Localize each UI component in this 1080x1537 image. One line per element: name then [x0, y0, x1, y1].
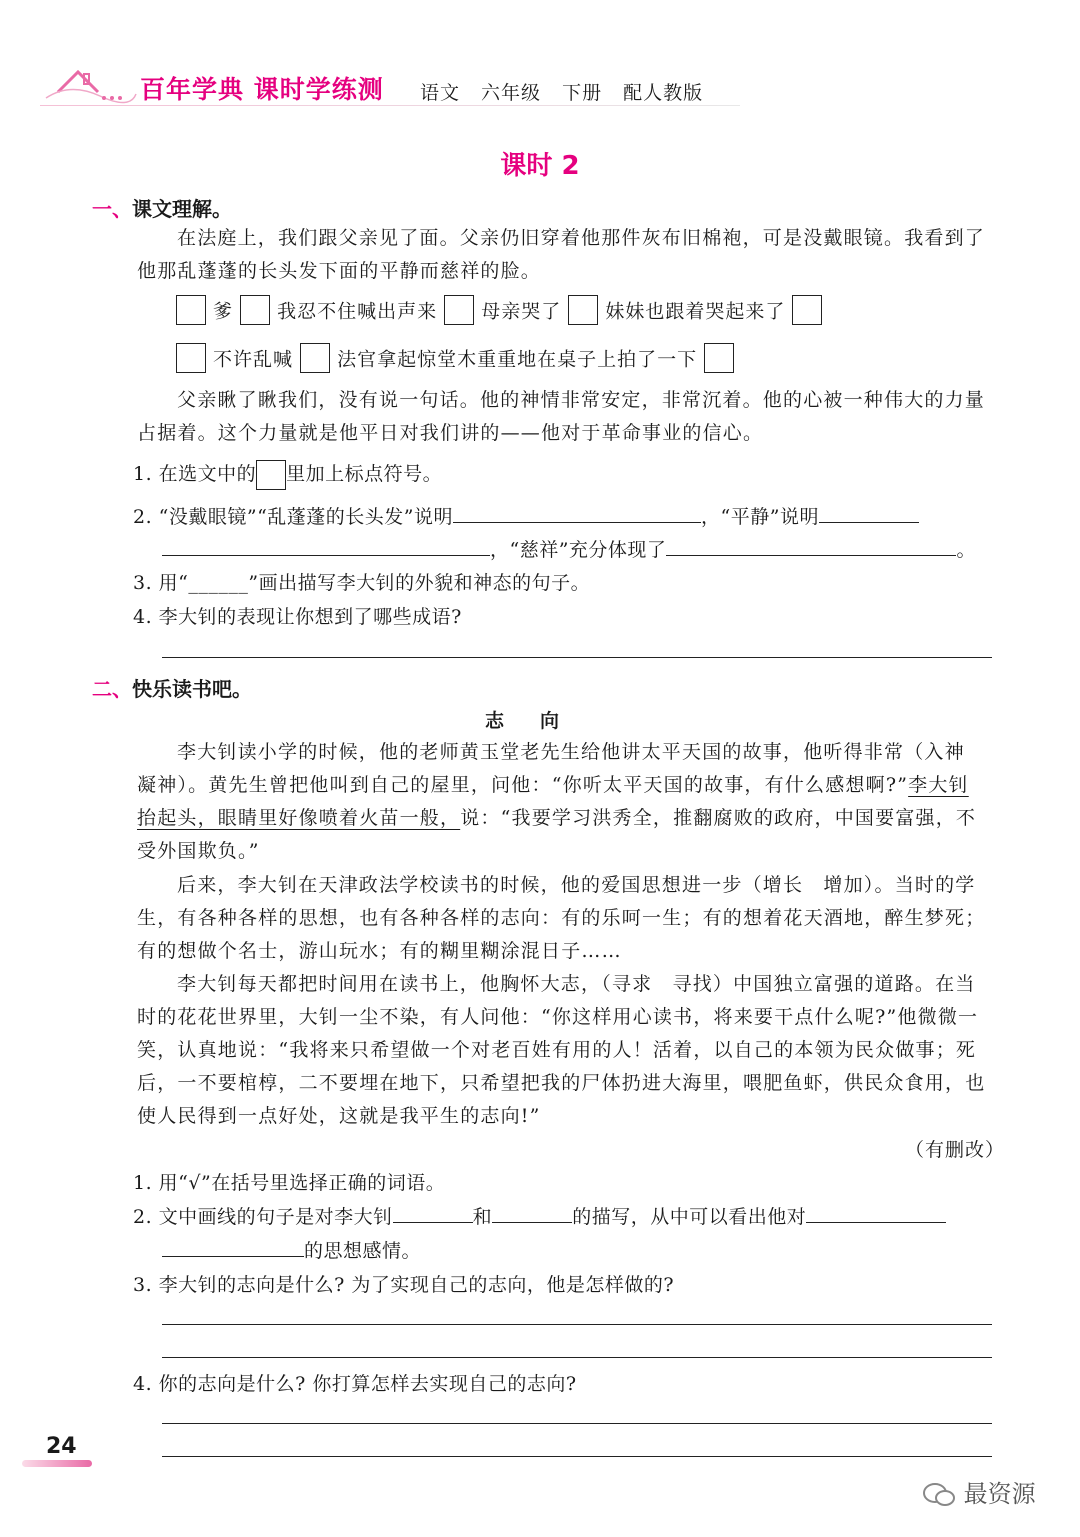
story-p1-line1: 李大钊读小学的时候，他的老师黄玉堂老先生给他讲太平天国的故事，他听得非常（入神: [177, 741, 965, 763]
story-title: 志向: [484, 710, 595, 732]
story-p1-line2: [137, 770, 969, 797]
section1-paragraph1: 在法庭上，我们跟父亲见了面。父亲仍旧穿着他那件灰布旧棉袍，可是没戴眼镜。我看到了他那乱蓬蓬的长头发下面的平静而慈祥的脸。: [137, 227, 986, 282]
story-text: 凝神）。黄先生曾把他叫到自己的屋里，问他：“你听太平天国的故事，有什么感想啊?”: [137, 774, 909, 796]
row-text: 爹: [213, 300, 234, 323]
story-p1-line4: 受外国欺负。”: [137, 840, 260, 862]
q2-text-a: 2. 文中画线的句子是对李大钊: [133, 1206, 393, 1228]
answer-blank[interactable]: [666, 535, 956, 556]
answer-blank[interactable]: [162, 1236, 304, 1257]
answer-blank[interactable]: [806, 1202, 946, 1223]
punctuation-box[interactable]: [300, 343, 330, 373]
section2-question2-line2: [162, 1236, 421, 1263]
source-note: （有删改）: [905, 1139, 1006, 1161]
section2-question1: 1. 用“√”在括号里选择正确的词语。: [133, 1172, 446, 1194]
story-paragraph2: 后来，李大钊在天津政法学校读书的时候，他的爱国思想进一步（增长 增加）。当时的学生，有各种各样的思想，也有各种各样的志向：有的乐呵一生；有的想着花天酒地，醉生梦死；有的想做个名士，游山玩水；有的糊里糊涂混日子……: [137, 874, 986, 962]
answer-blank[interactable]: [492, 1202, 572, 1223]
punctuation-box[interactable]: [792, 295, 822, 325]
q1-text-b: 里加上标点符号。: [286, 463, 443, 485]
q2-text-d: 的思想感情。: [304, 1240, 422, 1262]
row-text: 法官拿起惊堂木重重地在桌子上拍了一下: [337, 348, 698, 371]
punctuation-box[interactable]: [240, 295, 270, 325]
punctuation-row-1: [176, 295, 822, 325]
punctuation-row-2: [176, 343, 734, 373]
section2-question4: 4. 你的志向是什么? 你打算怎样去实现自己的志向?: [133, 1373, 577, 1395]
q2-text-b: 和: [472, 1206, 493, 1228]
page-number: 24: [46, 1434, 77, 1459]
q2-text-d: 。: [956, 539, 976, 561]
answer-line[interactable]: [162, 1423, 992, 1424]
section2-number: 二、: [92, 677, 132, 701]
watermark-text: 最资源: [963, 1480, 1036, 1508]
header-meta: 语文 六年级 下册 配人教版: [420, 82, 704, 104]
underlined-sentence: 抬起头，眼睛里好像喷着火苗一般，: [137, 807, 461, 829]
section1-heading: [92, 193, 232, 222]
section1-question2: [133, 502, 919, 529]
section1-question1: [133, 459, 442, 490]
header-divider: [40, 105, 740, 106]
row-text: 我忍不住喊出声来: [277, 300, 438, 323]
lesson-title: 课时 2: [500, 151, 580, 181]
story-paragraph3: 李大钊每天都把时间用在读书上，他胸怀大志，（寻求 寻找）中国独立富强的道路。在当时的花花世界里，大钊一尘不染，有人问他：“你这样用心读书，将来要干点什么呢?”他微微一笑，认真地说：“我将来只希望做一个对老百姓有用的人！活着，以自己的本领为民众做事；死后，一不要棺椁，二不要埋在地下，只希望把我的尸体扔进大海里，喂肥鱼虾，供民众食用，也使人民得到一点好处，这就是我平生的志向!”: [137, 973, 986, 1127]
underlined-sentence: 李大钊: [908, 774, 969, 796]
story-text: 说：“我要学习洪秀全，推翻腐败的政府，中国要富强，不: [460, 807, 977, 829]
section1-number: 一、: [92, 197, 132, 221]
answer-line[interactable]: [162, 1357, 992, 1358]
answer-blank[interactable]: [393, 1202, 473, 1223]
section1-question4: 4. 李大钊的表现让你想到了哪些成语?: [133, 606, 462, 628]
brand-title: 百年学典 课时学练测: [140, 75, 384, 104]
story-p1-line3: [137, 803, 976, 830]
row-text: 母亲哭了: [481, 300, 562, 323]
answer-blank[interactable]: [819, 502, 919, 523]
answer-line[interactable]: [162, 657, 992, 658]
row-text: 不许乱喊: [213, 348, 294, 371]
house-logo-icon: [40, 62, 140, 106]
row-text: 妹妹也跟着哭起来了: [605, 300, 786, 323]
answer-line[interactable]: [162, 1456, 992, 1457]
q2-text-c: 的描写，从中可以看出他对: [572, 1206, 807, 1228]
q2-text-a: 2. “没戴眼镜”“乱蓬蓬的长头发”说明: [133, 506, 454, 528]
example-box: [256, 460, 286, 490]
section1-question3: 3. 用“______”画出描写李大钊的外貌和神态的句子。: [133, 572, 591, 594]
q1-text-a: 1. 在选文中的: [133, 463, 257, 485]
watermark: [922, 1474, 1036, 1509]
punctuation-box[interactable]: [568, 295, 598, 325]
answer-blank[interactable]: [162, 535, 490, 556]
section2-question2: [133, 1202, 946, 1229]
punctuation-box[interactable]: [176, 343, 206, 373]
section2-question3: 3. 李大钊的志向是什么? 为了实现自己的志向，他是怎样做的?: [133, 1274, 675, 1296]
punctuation-box[interactable]: [176, 295, 206, 325]
section1-title: 课文理解。: [132, 197, 232, 221]
punctuation-box[interactable]: [444, 295, 474, 325]
answer-line[interactable]: [162, 1324, 992, 1325]
chat-bubble-icon: [922, 1481, 956, 1509]
section1-paragraph2: 父亲瞅了瞅我们，没有说一句话。他的神情非常安定，非常沉着。他的心被一种伟大的力量占据着。这个力量就是他平日对我们讲的——他对于革命事业的信心。: [137, 389, 986, 444]
section2-title: 快乐读书吧。: [132, 677, 252, 701]
answer-blank[interactable]: [453, 502, 701, 523]
page-number-bar: [22, 1460, 92, 1467]
q2-text-b: ，“平静”说明: [701, 506, 819, 528]
punctuation-box[interactable]: [704, 343, 734, 373]
section1-question2-line2: [162, 535, 976, 562]
section2-heading: [92, 673, 252, 702]
q2-text-c: ，“慈祥”充分体现了: [490, 539, 667, 561]
